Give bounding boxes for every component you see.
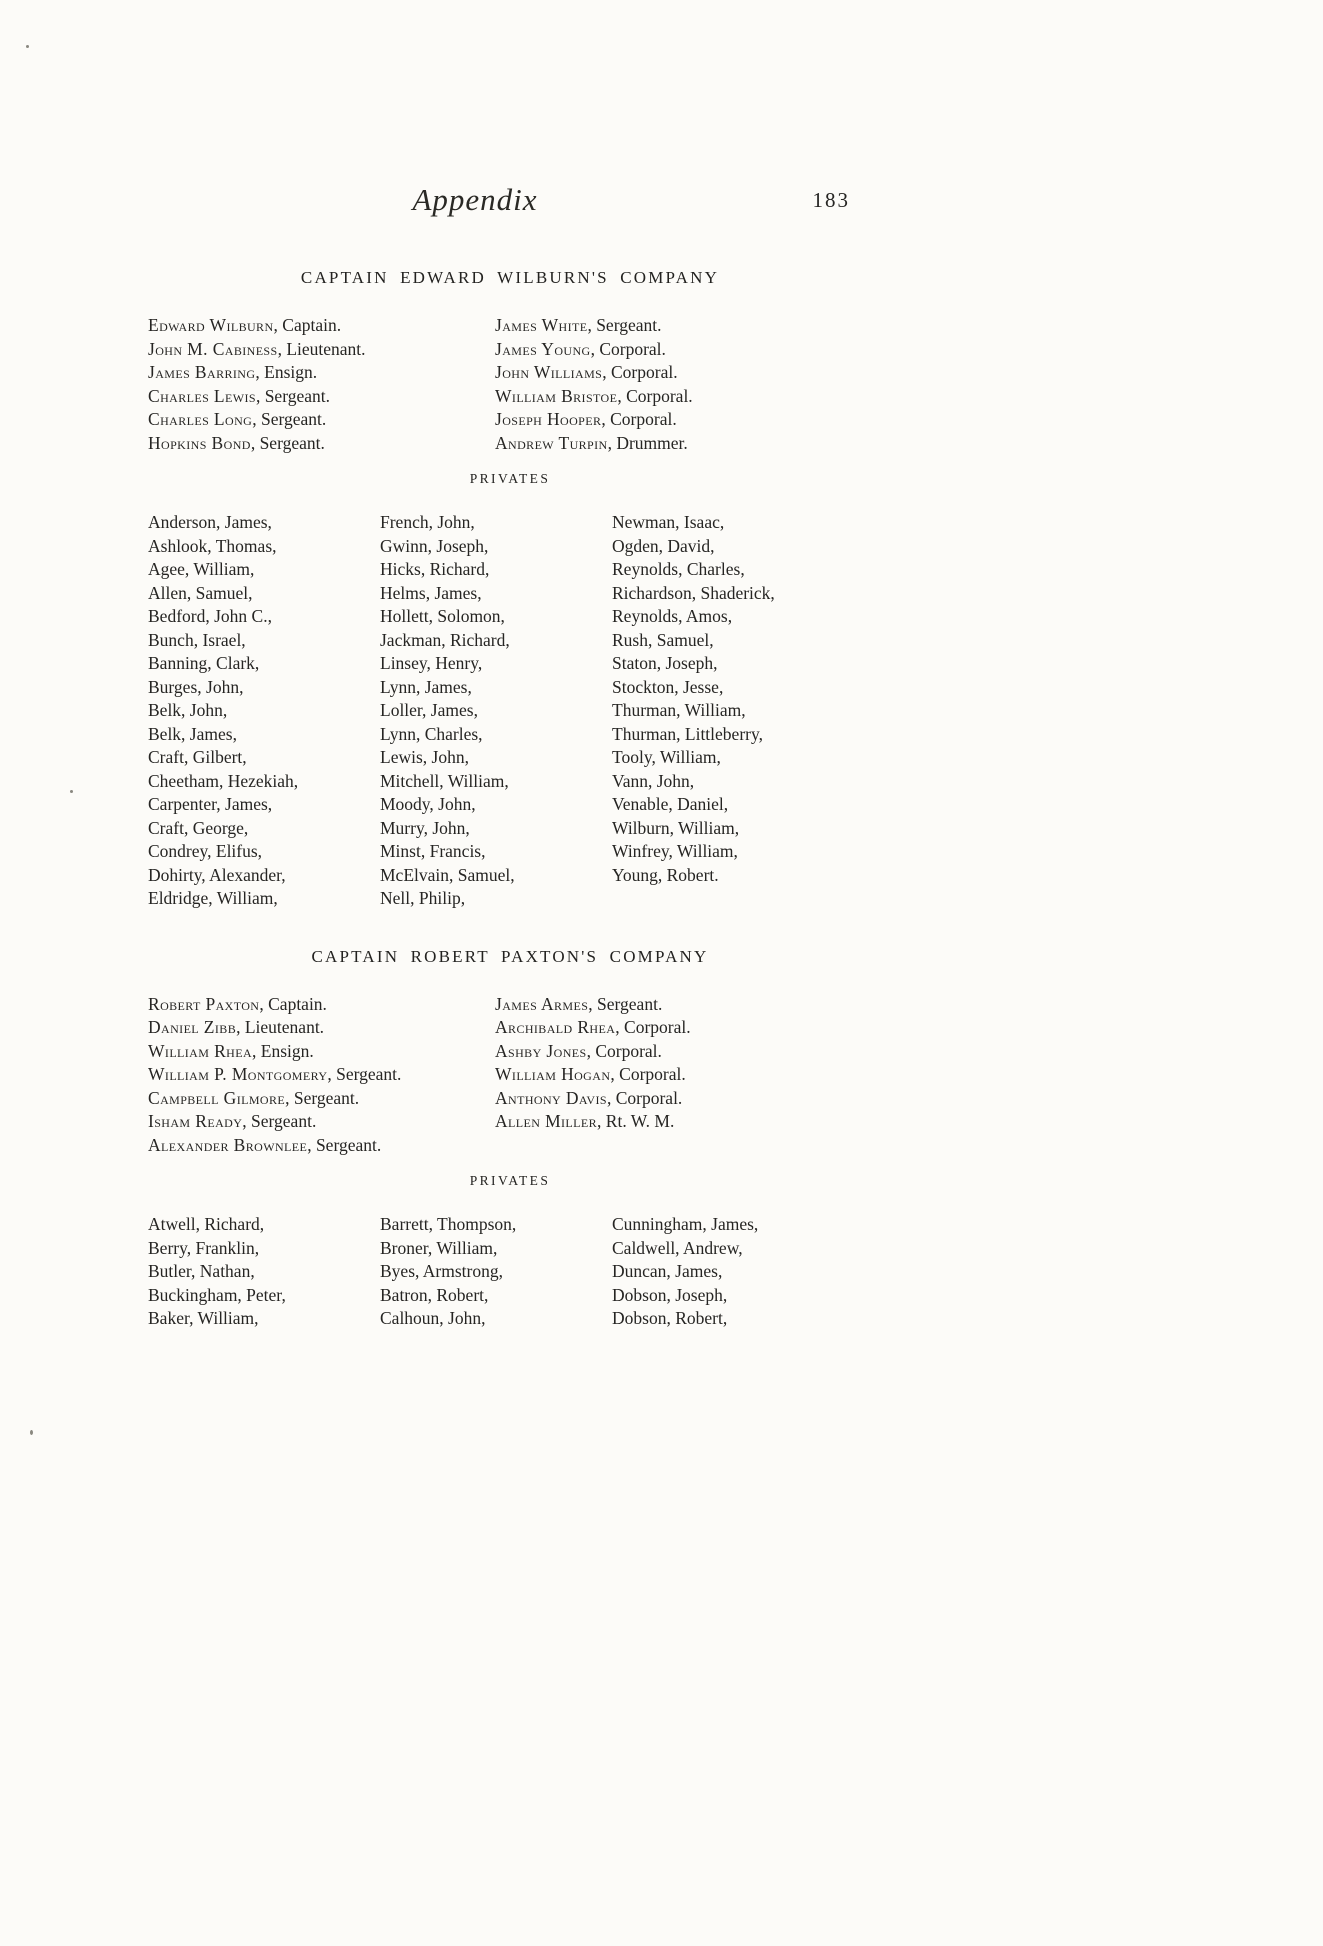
officer-entry — [148, 1016, 495, 1040]
officer-entry — [148, 338, 495, 362]
private-entry: French, John, — [380, 512, 475, 532]
officer-name: Ashby Jones — [495, 1040, 587, 1061]
officer-name: Campbell Gilmore — [148, 1087, 286, 1108]
officer-name: Archibald Rhea — [495, 1017, 616, 1037]
officer-name: James White — [495, 315, 588, 335]
private-entry: Allen, Samuel, — [148, 582, 253, 603]
private-entry: Lynn, Charles, — [380, 723, 483, 744]
officer-rank: , Rt. W. M. — [597, 1111, 675, 1131]
officer-rank: , Corporal. — [590, 338, 666, 359]
officer-name: William P. Montgomery — [148, 1064, 328, 1084]
private-entry: Stockton, Jesse, — [612, 676, 724, 697]
privates-roster — [148, 1213, 872, 1331]
officer-rank: , Captain. — [259, 993, 327, 1014]
officer-rank: , Sergeant. — [242, 1111, 317, 1131]
officer-rank: , Lieutenant. — [236, 1017, 325, 1037]
private-entry: Belk, John, — [148, 700, 228, 720]
private-entry: Dohirty, Alexander, — [148, 864, 286, 885]
officer-name: Edward Wilburn — [148, 315, 274, 335]
private-entry: Anderson, James, — [148, 512, 272, 532]
officer-rank: , Drummer. — [607, 432, 688, 453]
private-entry: Nell, Philip, — [380, 888, 466, 908]
private-entry: Atwell, Richard, — [148, 1214, 265, 1234]
officer-name: John M. Cabiness — [148, 338, 278, 359]
private-entry: Thurman, Littleberry, — [612, 723, 763, 744]
officer-name: Joseph Hooper — [495, 409, 602, 429]
privates-roster — [148, 511, 872, 911]
officer-name: Isham Ready — [148, 1111, 243, 1131]
officer-rank: , Sergeant. — [587, 315, 662, 335]
scan-artifact — [26, 45, 29, 48]
officer-entry — [148, 1063, 495, 1087]
officer-entry — [148, 361, 495, 385]
private-entry: Carpenter, James, — [148, 794, 273, 814]
officer-name: Robert Paxton — [148, 993, 260, 1014]
officer-name: William Hogan — [495, 1064, 611, 1084]
private-entry: Gwinn, Joseph, — [380, 535, 489, 556]
private-entry: Dobson, Robert, — [612, 1308, 728, 1328]
private-entry: Craft, Gilbert, — [148, 747, 247, 767]
private-entry: Batron, Robert, — [380, 1284, 489, 1305]
private-entry: Mitchell, William, — [380, 770, 509, 791]
private-entry: Young, Robert. — [612, 864, 719, 885]
private-entry: Lynn, James, — [380, 676, 472, 697]
officer-list-right — [495, 314, 872, 455]
officer-rank: , Corporal. — [606, 1087, 683, 1108]
private-entry: Newman, Isaac, — [612, 512, 725, 532]
company-title: CAPTAIN ROBERT PAXTON'S COMPANY — [311, 946, 709, 966]
private-entry: Agee, William, — [148, 559, 255, 579]
officer-entry — [495, 408, 872, 432]
private-entry: Caldwell, Andrew, — [612, 1237, 743, 1258]
officer-rank: , Corporal. — [602, 362, 678, 382]
private-entry: Cheetham, Hezekiah, — [148, 770, 299, 791]
private-entry: Jackman, Richard, — [380, 629, 510, 650]
private-entry: Ashlook, Thomas, — [148, 535, 277, 556]
private-entry: Winfrey, William, — [612, 841, 738, 861]
privates-column-2 — [380, 511, 612, 911]
private-entry: Hollett, Solomon, — [380, 606, 505, 626]
officer-name: Daniel Zibb — [148, 1017, 237, 1037]
officer-name: James Barring — [148, 362, 256, 382]
company-title: CAPTAIN EDWARD WILBURN'S COMPANY — [300, 268, 720, 287]
company-section-paxton — [148, 947, 872, 1331]
private-entry: Broner, William, — [380, 1237, 498, 1258]
private-entry: Baker, William, — [148, 1308, 259, 1328]
private-entry: Eldridge, William, — [148, 888, 278, 908]
officer-name: William Bristoe — [495, 385, 618, 406]
officer-entry — [495, 385, 872, 409]
officer-rank: , Corporal. — [601, 409, 677, 429]
officer-roster — [148, 314, 872, 455]
private-entry: Reynolds, Amos, — [612, 606, 733, 626]
privates-heading: PRIVATES — [469, 1173, 551, 1188]
officer-entry — [495, 338, 872, 362]
officer-entry — [148, 1040, 495, 1064]
privates-column-2 — [380, 1213, 612, 1331]
private-entry: Barrett, Thompson, — [380, 1214, 517, 1234]
officer-entry — [495, 993, 872, 1017]
private-entry: Murry, John, — [380, 817, 470, 838]
privates-column-3 — [612, 1213, 872, 1331]
officer-name: Anthony Davis — [495, 1087, 607, 1108]
officer-rank: , Sergeant. — [250, 432, 325, 453]
private-entry: Minst, Francis, — [380, 841, 486, 861]
private-entry: Tooly, William, — [612, 747, 721, 767]
private-entry: Butler, Nathan, — [148, 1261, 255, 1281]
private-entry: Richardson, Shaderick, — [612, 582, 775, 603]
private-entry: Condrey, Elifus, — [148, 841, 263, 861]
officer-name: Andrew Turpin — [495, 432, 608, 453]
officer-entry — [148, 1087, 495, 1111]
private-entry: Staton, Joseph, — [612, 653, 718, 673]
officer-entry — [495, 1110, 872, 1134]
officer-rank: , Lieutenant. — [277, 338, 366, 359]
private-entry: Lewis, John, — [380, 747, 469, 767]
officer-entry — [148, 432, 495, 456]
private-entry: McElvain, Samuel, — [380, 864, 515, 885]
officer-name: James Armes — [495, 993, 589, 1014]
private-entry: Linsey, Henry, — [380, 653, 483, 673]
officer-entry — [148, 993, 495, 1017]
scan-artifact — [30, 1430, 33, 1435]
officer-rank: , Corporal. — [610, 1064, 686, 1084]
officer-entry — [495, 1016, 872, 1040]
private-entry: Bedford, John C., — [148, 606, 272, 626]
private-entry: Dobson, Joseph, — [612, 1284, 728, 1305]
officer-entry — [495, 1040, 872, 1064]
company-section-wilburn — [148, 268, 872, 911]
officer-entry — [148, 1110, 495, 1134]
private-entry: Duncan, James, — [612, 1261, 723, 1281]
officer-name: James Young — [495, 338, 591, 359]
page-header — [148, 182, 872, 226]
private-entry: Belk, James, — [148, 723, 237, 744]
private-entry: Wilburn, William, — [612, 817, 740, 838]
private-entry: Ogden, David, — [612, 535, 715, 556]
officer-entry — [148, 408, 495, 432]
officer-name: Allen Miller — [495, 1111, 598, 1131]
officer-entry — [148, 314, 495, 338]
officer-entry — [495, 361, 872, 385]
privates-heading: PRIVATES — [469, 471, 551, 486]
scan-artifact — [70, 790, 73, 793]
officer-rank: , Sergeant. — [285, 1087, 360, 1108]
private-entry: Buckingham, Peter, — [148, 1284, 286, 1305]
private-entry: Thurman, William, — [612, 700, 746, 720]
private-entry: Loller, James, — [380, 700, 478, 720]
officer-rank: , Sergeant. — [252, 409, 327, 429]
officer-entry — [495, 1087, 872, 1111]
officer-rank: , Corporal. — [586, 1040, 662, 1061]
private-entry: Banning, Clark, — [148, 653, 260, 673]
private-entry: Calhoun, John, — [380, 1308, 486, 1328]
private-entry: Byes, Armstrong, — [380, 1261, 503, 1281]
privates-column-3 — [612, 511, 872, 911]
private-entry: Hicks, Richard, — [380, 559, 490, 579]
page-number: 183 — [812, 188, 850, 212]
officer-name: Charles Lewis — [148, 385, 256, 406]
officer-entry — [495, 314, 872, 338]
officer-list-left — [148, 993, 495, 1158]
private-entry: Reynolds, Charles, — [612, 559, 745, 579]
officer-roster — [148, 993, 872, 1158]
officer-rank: , Captain. — [273, 315, 342, 335]
officer-list-right — [495, 993, 872, 1158]
officer-rank: , Ensign. — [255, 362, 318, 382]
private-entry: Vann, John, — [612, 770, 695, 791]
page-content — [148, 182, 872, 1339]
officer-name: John Williams — [495, 362, 603, 382]
officer-rank: , Corporal. — [615, 1017, 691, 1037]
officer-rank: , Ensign. — [252, 1040, 314, 1061]
private-entry: Cunningham, James, — [612, 1214, 759, 1234]
officer-entry — [148, 385, 495, 409]
page-title: Appendix — [412, 182, 538, 217]
officer-rank: , Sergeant. — [255, 385, 330, 406]
officer-entry — [495, 1063, 872, 1087]
officer-rank: , Sergeant. — [327, 1064, 402, 1084]
officer-name: Alexander Brownlee — [148, 1134, 308, 1155]
officer-list-left — [148, 314, 495, 455]
officer-name: William Rhea — [148, 1040, 253, 1061]
private-entry: Moody, John, — [380, 794, 476, 814]
officer-rank: , Corporal. — [617, 385, 693, 406]
private-entry: Venable, Daniel, — [612, 794, 729, 814]
officer-rank: , Sergeant. — [307, 1134, 382, 1155]
private-entry: Craft, George, — [148, 817, 249, 838]
officer-entry — [495, 432, 872, 456]
private-entry: Berry, Franklin, — [148, 1237, 260, 1258]
officer-rank: , Sergeant. — [588, 993, 663, 1014]
private-entry: Helms, James, — [380, 582, 482, 603]
officer-entry — [148, 1134, 495, 1158]
private-entry: Rush, Samuel, — [612, 629, 714, 650]
privates-column-1 — [148, 1213, 380, 1331]
officer-name: Charles Long — [148, 409, 253, 429]
private-entry: Bunch, Israel, — [148, 629, 246, 650]
officer-name: Hopkins Bond — [148, 432, 251, 453]
private-entry: Burges, John, — [148, 676, 244, 697]
privates-column-1 — [148, 511, 380, 911]
